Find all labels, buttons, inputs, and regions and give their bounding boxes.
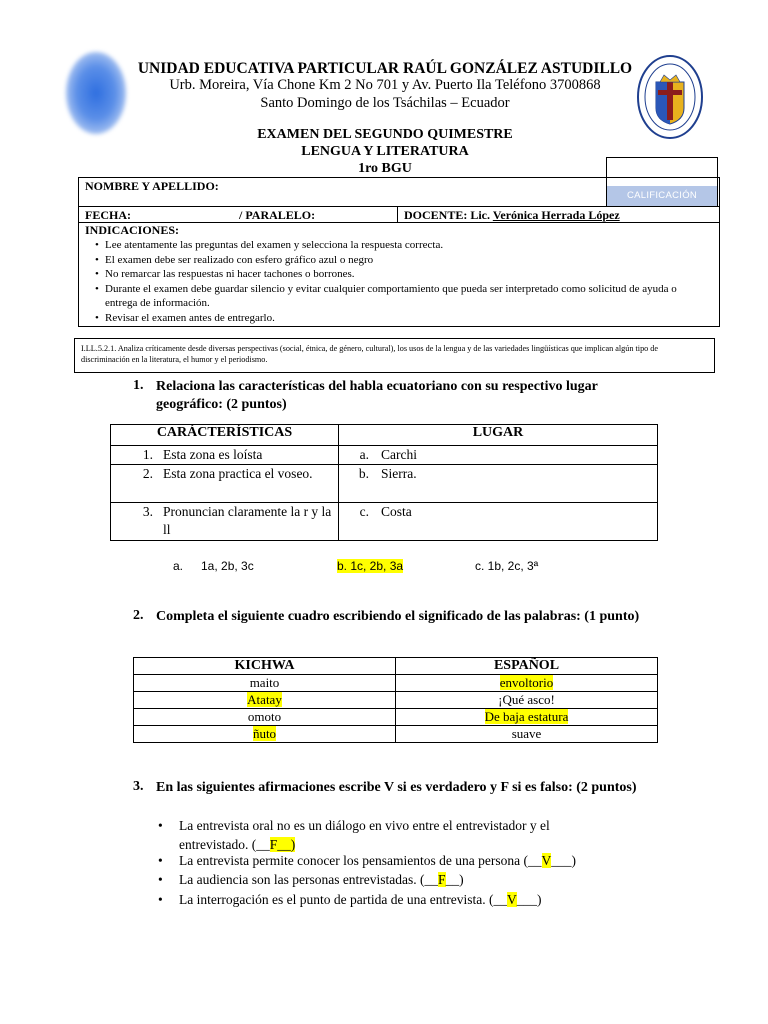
answer-highlight: F__) [269,837,296,852]
table-row: Atatay ¡Qué asco! [134,692,658,709]
indicacion-item: • Durante el examen debe guardar silencio y evitar cualquier comportamiento que pueda ser interpretado como solicitud de ayuda o entrega de información. [85,282,705,311]
q3-item-1: • La entrevista oral no es un diálogo en vivo entre el entrevistador y el entrevistado. (__F__) [179,816,649,854]
exam-grade: 1ro BGU [358,161,412,176]
answer-highlight: F [438,872,446,887]
q1-option-c: c. 1b, 2c, 3ª [475,559,539,573]
exam-title: EXAMEN DEL SEGUNDO QUIMESTRE [257,127,513,142]
table-row: b. Sierra. [339,465,658,503]
q1-option-b-selected: b. 1c, 2b, 3a [337,559,404,573]
q1-text: Relaciona las características del habla ecuatoriano con su respectivo lugar geográfico: (2 puntos) [156,379,598,412]
docente-name: Verónica Herrada López [492,208,620,222]
q2-number: 2. [133,608,144,623]
q2-col-espanol: ESPAÑOL [396,658,658,675]
q3-item-4: • La interrogación es el punto de partida de una entrevista. (__V___) [179,892,542,908]
table-row: 2. Esta zona practica el voseo. [111,465,339,503]
answer-highlight: ñuto [252,726,277,741]
q1-option-a-letter: a. [173,559,184,573]
indicacion-item: • Revisar el examen antes de entregarlo. [85,311,705,326]
table-row: a. Carchi [339,446,658,465]
indicacion-item: • El examen debe ser realizado con esfero gráfico azul o negro [85,253,705,268]
student-info-box [78,177,720,327]
calificacion-label: CALIFICACIÓN [607,186,717,206]
q3-item-3: • La audiencia son las personas entrevistadas. (__F__) [179,872,464,888]
answer-highlight: Atatay [247,692,282,707]
q3-item-2: • La entrevista permite conocer los pensamientos de una persona (__V___) [179,853,576,869]
q2-table [133,657,658,743]
q3-number: 3. [133,779,144,794]
name-label: NOMBRE Y APELLIDO: [85,179,219,193]
q1-number: 1. [133,378,144,393]
answer-highlight: De baja estatura [484,709,569,724]
school-name: UNIDAD EDUCATIVA PARTICULAR RAÚL GONZÁLEZ ASTUDILLO [137,60,633,77]
indicator-box: I.LL.5.2.1. Analiza críticamente desde diversas perspectivas (social, étnica, de género, cultural), los usos de la lengua y de las variedades lingüísticas que implican algún tipo de discriminación en la literatura, el humor y el periodismo. [74,338,715,373]
school-city: Santo Domingo de los Tsáchilas – Ecuador [260,95,510,111]
answer-highlight: V [541,853,552,868]
table-row: 1. Esta zona es loísta [111,446,339,465]
paralelo-label: / PARALELO: [239,208,316,222]
q1-col-caracteristicas: CARÁCTERÍSTICAS [111,425,339,446]
table-row: maito envoltorio [134,675,658,692]
indicaciones-list [85,238,705,325]
q1-col-lugar: LUGAR [339,425,658,446]
q2-col-kichwa: KICHWA [134,658,396,675]
exam-subject: LENGUA Y LITERATURA [301,144,469,159]
indicacion-item: • Lee atentamente las preguntas del examen y selecciona la respuesta correcta. [85,238,705,253]
table-row: ñuto suave [134,726,658,743]
indicacion-item: • No remarcar las respuestas ni hacer tachones o borrones. [85,267,705,282]
docente-field [404,208,620,223]
table-row: omoto De baja estatura [134,709,658,726]
q3-text: En las siguientes afirmaciones escribe V si es verdadero y F si es falso: (2 puntos) [156,780,637,795]
docente-label: DOCENTE: Lic. [404,208,491,222]
answer-highlight: envoltorio [499,675,554,690]
answer-highlight: V [507,892,517,907]
q2-text: Completa el siguiente cuadro escribiendo el significado de las palabras: (1 punto) [156,609,640,624]
table-row: c. Costa [339,503,658,541]
q1-table [110,424,658,541]
school-seal-logo [636,54,704,140]
date-label: FECHA: [85,208,131,222]
table-row: 3. Pronuncian claramente la r y la ll [111,503,339,541]
q1-option-a: 1a, 2b, 3c [201,559,254,573]
school-address: Urb. Moreira, Vía Chone Km 2 No 701 y Av. Puerto Ila Teléfono 3700868 [169,77,601,93]
indicaciones-label: INDICACIONES: [85,223,180,237]
